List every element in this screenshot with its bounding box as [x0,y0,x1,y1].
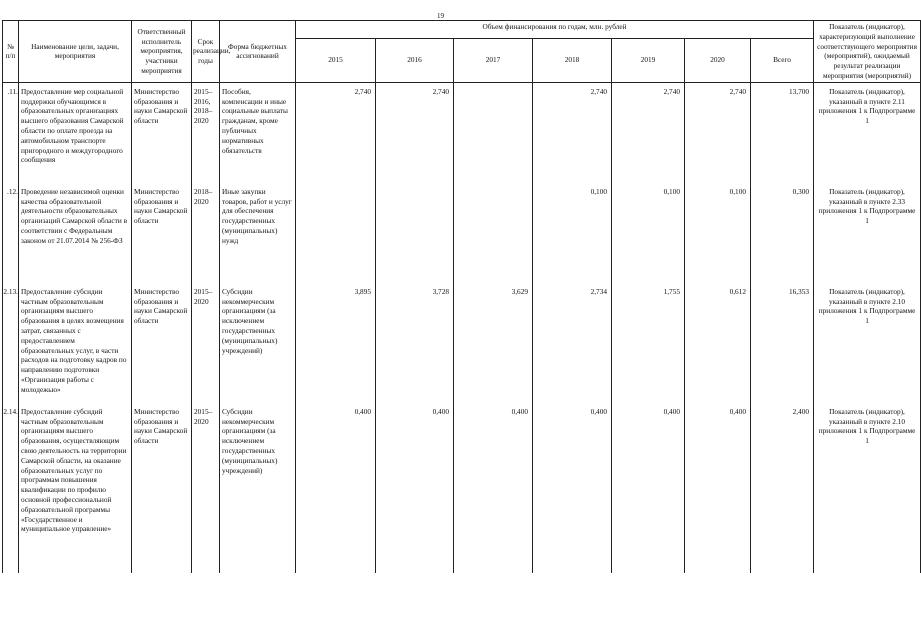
header-financing: Объем финансирования по годам, млн. рублей [296,21,814,39]
row-value-2016: 0,400 [376,403,454,573]
row-budget-form: Субсидии некоммерческим организациям (за исключением государственных (муниципальных) учреждений) [220,403,296,573]
table-row [3,403,921,573]
row-name: Предоставление мер социальной поддержки обучающимся в образовательных организациях высшего образования Самарской области по оплате проезда на автомобильном транспорте пригородного и междугородного сообщения [19,82,132,183]
row-value-2020: 0,612 [685,283,751,403]
table-row [3,283,921,403]
row-value-2017 [454,82,533,183]
row-value-2016: 2,740 [376,82,454,183]
row-value-total: 0,300 [751,183,814,283]
row-term: 2018–2020 [192,183,220,283]
row-term: 2015–2020 [192,283,220,403]
header-indicator: Показатель (индикатор), характеризующий выполнение соответствующего мероприятия (мероприятий), ожидаемый результат реализации мероприятия (мероприятий) [814,21,921,83]
row-budget-form: Иные закупки товаров, работ и услуг для обеспечения государственных (муниципальных) нужд [220,183,296,283]
header-year-2016: 2016 [376,38,454,82]
header-no: № п/п [3,21,19,83]
row-no: .12. [3,183,19,283]
row-value-total: 13,700 [751,82,814,183]
row-indicator: Показатель (индикатор), указанный в пункте 2.10 приложения 1 к Подпрограмме 1 [814,403,921,573]
row-name: Проведение независимой оценки качества образовательной деятельности образовательных организаций Самарской области в соответствии с Федеральным законом от 21.07.2014 № 256-ФЗ [19,183,132,283]
header-budget-form: Форма бюджетных ассигнований [220,21,296,83]
row-no: 2.13. [3,283,19,403]
header-year-2018: 2018 [533,38,612,82]
row-name: Предоставление субсидий частным образовательным организациям высшего образования, осуществляющим свою деятельность на территории Самарской области, на оказание образовательных услуг по программам повышения квалификации по профилю основной профессиональной образовательной программы «Государственное и муниципальное управление» [19,403,132,573]
row-value-2020: 0,400 [685,403,751,573]
row-name: Предоставление субсидии частным образовательным организациям высшего образования в целях возмещения затрат, связанных с предоставлением образовательных услуг, в части расходов на подготовку кадров по направлению подготовки «Организация работы с молодежью» [19,283,132,403]
row-indicator: Показатель (индикатор), указанный в пункте 2.10 приложения 1 к Подпрограмме 1 [814,283,921,403]
row-value-total: 16,353 [751,283,814,403]
row-value-2020: 0,100 [685,183,751,283]
row-value-2015: 3,895 [296,283,376,403]
header-term: Срок реализации, годы [192,21,220,83]
row-value-2019: 1,755 [612,283,685,403]
row-value-2015: 2,740 [296,82,376,183]
table-row [3,82,921,183]
header-year-2019: 2019 [612,38,685,82]
header-executor: Ответственный исполнитель мероприятия, участники мероприятия [132,21,192,83]
row-value-2015 [296,183,376,283]
row-value-2018: 0,100 [533,183,612,283]
row-term: 2015–2016, 2018–2020 [192,82,220,183]
row-value-2018: 2,740 [533,82,612,183]
row-value-2020: 2,740 [685,82,751,183]
header-year-2015: 2015 [296,38,376,82]
header-total: Всего [751,38,814,82]
row-value-2019: 0,400 [612,403,685,573]
row-indicator: Показатель (индикатор), указанный в пункте 2.11 приложения 1 к Подпрограмме 1 [814,82,921,183]
row-executor: Министерство образования и науки Самарской области [132,82,192,183]
row-value-2017: 0,400 [454,403,533,573]
header-year-2020: 2020 [685,38,751,82]
row-term: 2015–2020 [192,403,220,573]
row-value-2018: 0,400 [533,403,612,573]
row-value-2019: 2,740 [612,82,685,183]
row-executor: Министерство образования и науки Самарской области [132,283,192,403]
row-executor: Министерство образования и науки Самарской области [132,403,192,573]
header-year-2017: 2017 [454,38,533,82]
row-indicator: Показатель (индикатор), указанный в пункте 2.33 приложения 1 к Подпрограмме 1 [814,183,921,283]
row-no: 2.14. [3,403,19,573]
row-value-total: 2,400 [751,403,814,573]
row-value-2015: 0,400 [296,403,376,573]
row-value-2017 [454,183,533,283]
row-budget-form: Субсидии некоммерческим организациям (за исключением государственных (муниципальных) учреждений) [220,283,296,403]
page-number: 19 [437,12,444,20]
row-no: .11. [3,82,19,183]
header-name: Наименование цели, задачи, мероприятия [19,21,132,83]
row-value-2016 [376,183,454,283]
financing-table [2,20,921,573]
row-value-2016: 3,728 [376,283,454,403]
row-budget-form: Пособия, компенсации и иные социальные выплаты гражданам, кроме публичных нормативных обязательств [220,82,296,183]
row-value-2017: 3,629 [454,283,533,403]
table-row [3,183,921,283]
row-value-2018: 2,734 [533,283,612,403]
row-executor: Министерство образования и науки Самарской области [132,183,192,283]
row-value-2019: 0,100 [612,183,685,283]
